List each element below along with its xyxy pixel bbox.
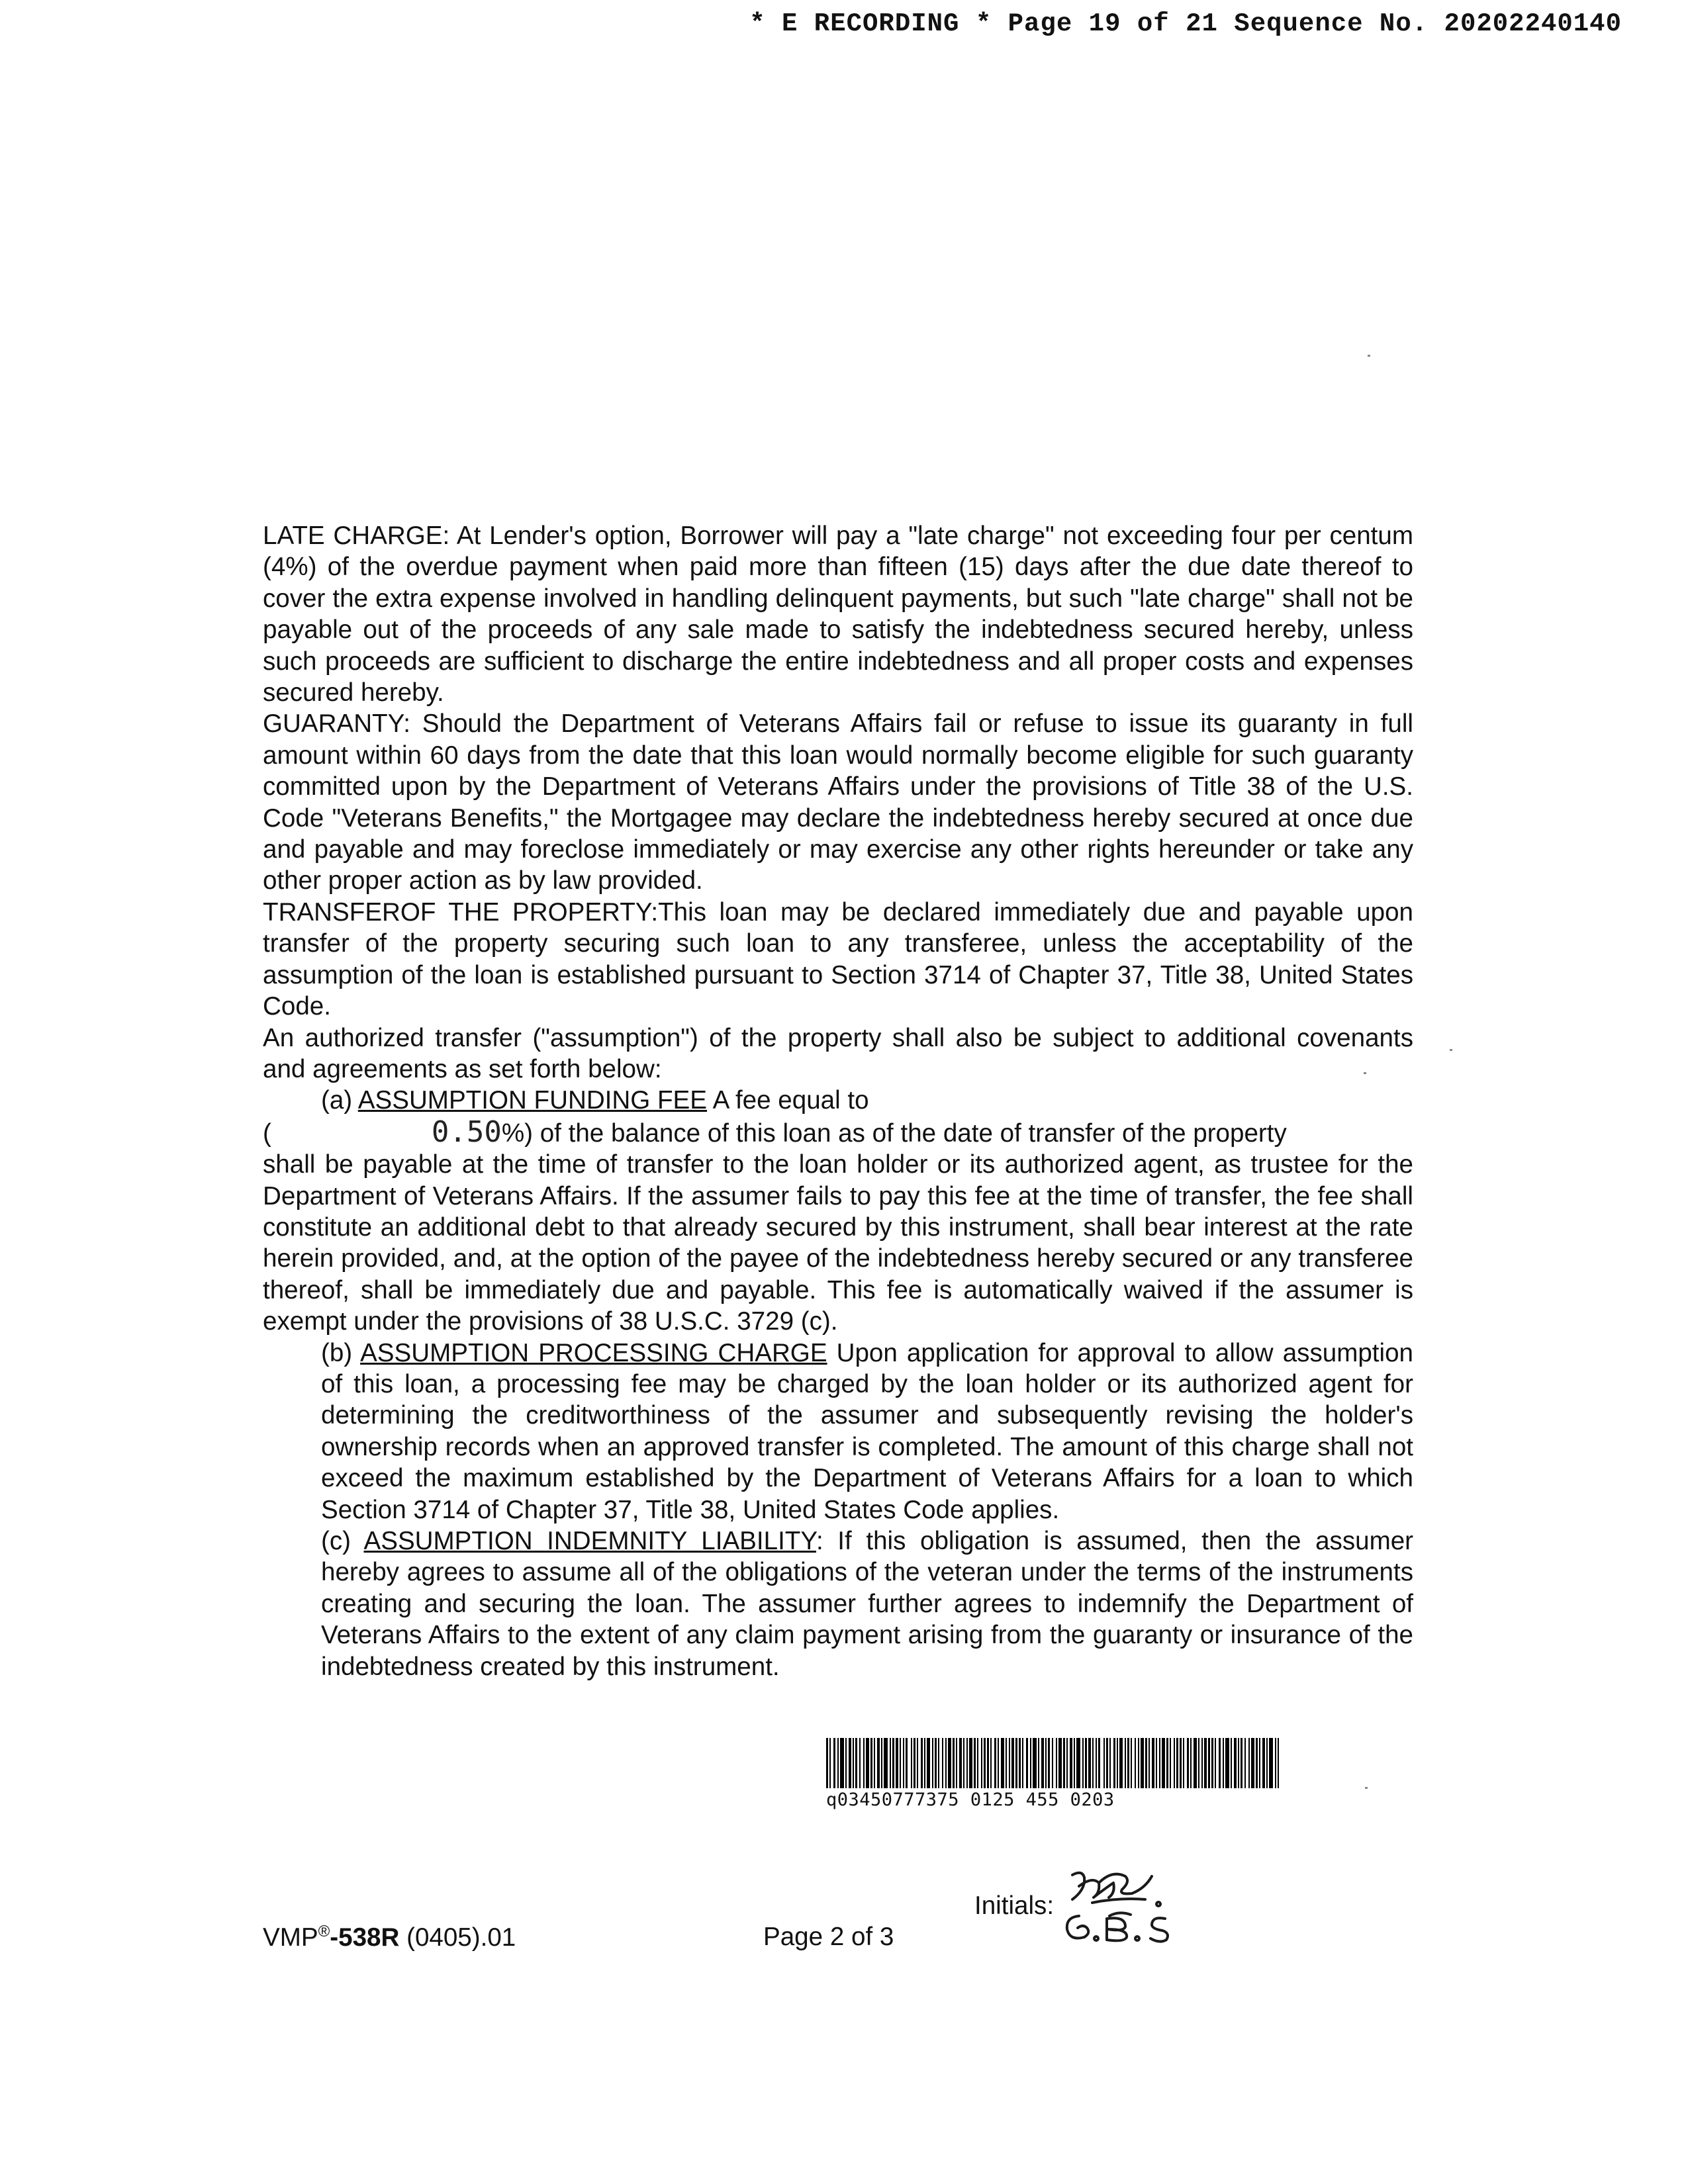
barcode-bar bbox=[840, 1738, 844, 1788]
barcode-bar bbox=[1135, 1738, 1136, 1788]
barcode-bar bbox=[1231, 1738, 1232, 1788]
barcode-bar bbox=[1170, 1738, 1171, 1788]
barcode-bar bbox=[959, 1738, 962, 1788]
barcode-bar bbox=[1117, 1738, 1118, 1788]
barcode-bar bbox=[1076, 1738, 1080, 1788]
barcode-bar bbox=[845, 1738, 847, 1788]
barcode-bar bbox=[1241, 1738, 1243, 1788]
barcode-bar bbox=[1056, 1738, 1057, 1788]
barcode-bar bbox=[1011, 1738, 1014, 1788]
barcode-bar bbox=[1015, 1738, 1017, 1788]
barcode-bar bbox=[953, 1738, 955, 1788]
recording-header: * E RECORDING * Page 19 of 21 Sequence No. 20202240140 bbox=[749, 9, 1622, 38]
processing-charge-paragraph bbox=[263, 1338, 1413, 1525]
barcode-bar bbox=[1063, 1738, 1065, 1788]
barcode-bar bbox=[1251, 1738, 1254, 1788]
barcode-bar bbox=[1180, 1738, 1182, 1788]
barcode-bar bbox=[896, 1738, 898, 1788]
barcode-bar bbox=[866, 1738, 869, 1788]
barcode-bar bbox=[1019, 1738, 1021, 1788]
scan-speck bbox=[1364, 1072, 1366, 1074]
barcode-bar bbox=[1092, 1738, 1094, 1788]
barcode-bar bbox=[1103, 1738, 1105, 1788]
barcode-bar bbox=[1141, 1738, 1144, 1788]
barcode-bar bbox=[1030, 1738, 1031, 1788]
barcode-bar bbox=[1204, 1738, 1207, 1788]
barcode-bar bbox=[917, 1738, 918, 1788]
barcode-bar bbox=[1225, 1738, 1229, 1788]
scan-speck bbox=[1365, 1787, 1368, 1789]
barcode-bar bbox=[966, 1738, 968, 1788]
barcode bbox=[826, 1738, 1279, 1810]
scan-speck bbox=[1450, 1049, 1452, 1051]
form-code bbox=[263, 1923, 516, 1952]
funding-fee-after-percent: %) of the balance of this loan as of the date of transfer of the property bbox=[501, 1118, 1287, 1148]
form-prefix: VMP bbox=[263, 1923, 318, 1952]
barcode-bar bbox=[1156, 1738, 1157, 1788]
processing-charge-text: Upon application for approval to allow assumption of this loan, a processing fee may be charged by the loan holder or its authorized agent for determining the creditworthiness of the assumer and subsequently revising the holder's ownership records when an approved transfer is completed. The amount of this charge shall not exceed the maximum established by the Department of Veterans Affairs for a loan to which Section 3714 of Chapter 37, Title 38, United States Code applies. bbox=[321, 1338, 1413, 1524]
barcode-bar bbox=[974, 1738, 976, 1788]
barcode-bar bbox=[1211, 1738, 1213, 1788]
funding-fee-open-paren: ( bbox=[263, 1118, 271, 1148]
barcode-bar bbox=[1058, 1738, 1062, 1788]
barcode-bar bbox=[1074, 1738, 1075, 1788]
barcode-bar bbox=[1194, 1738, 1197, 1788]
barcode-bar bbox=[1262, 1738, 1265, 1788]
funding-fee-percent-line bbox=[263, 1116, 1413, 1149]
registered-mark: ® bbox=[318, 1923, 330, 1940]
barcode-bar bbox=[998, 1738, 999, 1788]
barcode-bar bbox=[1159, 1738, 1160, 1788]
barcode-bar bbox=[1113, 1738, 1115, 1788]
barcode-bar bbox=[1082, 1738, 1084, 1788]
barcode-bar bbox=[877, 1738, 880, 1788]
barcode-bar bbox=[1190, 1738, 1192, 1788]
barcode-bar bbox=[833, 1738, 835, 1788]
barcode-bar bbox=[1096, 1738, 1097, 1788]
guaranty-paragraph bbox=[263, 708, 1413, 896]
barcode-bar bbox=[1145, 1738, 1147, 1788]
barcode-bar bbox=[948, 1738, 951, 1788]
barcode-bar bbox=[1131, 1738, 1132, 1788]
scan-speck bbox=[1368, 355, 1370, 357]
funding-fee-paragraph: shall be payable at the time of transfer to the loan holder or its authorized agent, as trustee for the Department of Veterans Affairs. If the assumer fails to pay this fee at the time of transfer, the fee shall constitute an additional debt to that already secured by this instrument, shall bear interest at the rate herein provided, and, at the option of the payee of the indebtedness hereby secured or any transferee thereof, shall be immediately due and payable. This fee is automatically waived if the assumer is exempt under the provisions of 38 U.S.C. 3729 (c). bbox=[263, 1150, 1413, 1336]
barcode-bar bbox=[1198, 1738, 1199, 1788]
barcode-bar bbox=[1278, 1738, 1279, 1788]
barcode-bar bbox=[987, 1738, 989, 1788]
barcode-bar bbox=[1041, 1738, 1044, 1788]
barcode-bar bbox=[914, 1738, 915, 1788]
barcode-bar bbox=[1187, 1738, 1189, 1788]
barcode-bar bbox=[1109, 1738, 1111, 1788]
barcode-bar bbox=[903, 1738, 904, 1788]
barcode-bar bbox=[1088, 1738, 1091, 1788]
barcode-bar bbox=[942, 1738, 943, 1788]
transfer-paragraph bbox=[263, 897, 1413, 1023]
form-number: -538R bbox=[330, 1923, 400, 1952]
barcode-bar bbox=[890, 1738, 891, 1788]
page-number: Page 2 of 3 bbox=[763, 1923, 894, 1951]
barcode-bar bbox=[1009, 1738, 1010, 1788]
funding-fee-heading: ASSUMPTION FUNDING FEE bbox=[357, 1086, 708, 1115]
processing-charge-prefix: (b) bbox=[321, 1338, 361, 1367]
barcode-bar bbox=[884, 1738, 888, 1788]
barcode-bar bbox=[977, 1738, 978, 1788]
barcode-bar bbox=[1269, 1738, 1273, 1788]
barcode-bar bbox=[837, 1738, 839, 1788]
barcode-bar bbox=[900, 1738, 901, 1788]
barcode-bar bbox=[1266, 1738, 1268, 1788]
barcode-bar bbox=[1038, 1738, 1039, 1788]
barcode-bar bbox=[1223, 1738, 1224, 1788]
barcode-bar bbox=[1215, 1738, 1216, 1788]
barcode-bar bbox=[981, 1738, 982, 1788]
barcode-bar bbox=[1162, 1738, 1165, 1788]
indemnity-paragraph bbox=[263, 1525, 1413, 1682]
barcode-bar bbox=[1275, 1738, 1276, 1788]
barcode-bar bbox=[1183, 1738, 1184, 1788]
barcode-bar bbox=[1259, 1738, 1260, 1788]
barcode-bar bbox=[990, 1738, 992, 1788]
barcode-bar bbox=[924, 1738, 925, 1788]
barcode-bar bbox=[1006, 1738, 1007, 1788]
barcode-bar bbox=[849, 1738, 851, 1788]
barcode-bar bbox=[969, 1738, 972, 1788]
barcode-bar bbox=[1033, 1738, 1037, 1788]
indemnity-prefix: (c) bbox=[321, 1527, 364, 1555]
barcode-bar bbox=[1127, 1738, 1129, 1788]
barcode-bar bbox=[1174, 1738, 1175, 1788]
barcode-bar bbox=[1219, 1738, 1221, 1788]
barcode-bar bbox=[1248, 1738, 1250, 1788]
barcode-bar bbox=[853, 1738, 854, 1788]
barcode-bar bbox=[945, 1738, 947, 1788]
late-charge-paragraph bbox=[263, 520, 1413, 708]
barcode-bar bbox=[1052, 1738, 1053, 1788]
authorized-transfer-paragraph: An authorized transfer ("assumption") of the property shall also be subject to additional covenants and agreements as set forth below: bbox=[263, 1023, 1413, 1083]
barcode-bar bbox=[1106, 1738, 1108, 1788]
barcode-bar bbox=[932, 1738, 933, 1788]
barcode-bar bbox=[1244, 1738, 1246, 1788]
funding-fee-percent-value: 0.50 bbox=[431, 1115, 502, 1149]
barcode-bar bbox=[963, 1738, 964, 1788]
barcode-bar bbox=[1176, 1738, 1178, 1788]
barcode-bar bbox=[826, 1738, 828, 1788]
transfer-heading: TRANSFEROF THE PROPERTY: bbox=[263, 897, 659, 927]
barcode-bar bbox=[1152, 1738, 1154, 1788]
barcode-bar bbox=[1125, 1738, 1126, 1788]
initials-signature bbox=[1053, 1863, 1205, 1956]
barcode-bar bbox=[1045, 1738, 1047, 1788]
barcode-bar bbox=[1234, 1738, 1237, 1788]
barcode-bar bbox=[881, 1738, 882, 1788]
late-charge-text: At Lender's option, Borrower will pay a "late charge" not exceeding four per centum (4%) of the overdue payment when paid more than fifteen (15) days after the due date thereof to cover the extra expense involved in handling delinquent payments, but such "late charge" shall not be payable out of the proceeds of any sale made to satisfy the indebtedness secured hereby, unless such proceeds are sufficient to discharge the entire indebtedness and all proper costs and expenses secured hereby. bbox=[263, 522, 1413, 707]
barcode-bar bbox=[1022, 1738, 1023, 1788]
rider-body bbox=[263, 520, 1413, 1682]
barcode-bar bbox=[1026, 1738, 1028, 1788]
funding-fee-intro-text: A fee equal to bbox=[707, 1086, 869, 1115]
barcode-bar bbox=[984, 1738, 986, 1788]
barcode-bar bbox=[1066, 1738, 1068, 1788]
barcode-bar bbox=[1208, 1738, 1210, 1788]
barcode-bar bbox=[1201, 1738, 1203, 1788]
barcode-bar bbox=[863, 1738, 865, 1788]
initials-label: Initials: bbox=[974, 1891, 1055, 1920]
barcode-bar bbox=[1166, 1738, 1168, 1788]
form-revision: (0405).01 bbox=[399, 1923, 516, 1952]
barcode-bar bbox=[911, 1738, 912, 1788]
transfer-text: This loan may be declared immediately due and payable upon transfer of the property securing such loan to any transferee, unless the acceptability of the assumption of the loan is established pursuant to Section 3714 of Chapter 37, Title 38, United States Code. bbox=[263, 897, 1413, 1021]
barcode-bar bbox=[1256, 1738, 1258, 1788]
barcode-bar bbox=[859, 1738, 861, 1788]
barcode-number: q03450777375 0125 455 0203 bbox=[826, 1790, 1115, 1810]
barcode-bar bbox=[938, 1738, 939, 1788]
indemnity-text: : If this obligation is assumed, then the assumer hereby agrees to assume all of the obligations of the veteran under the terms of the instruments creating and securing the loan. The assumer further agrees to indemnify the Department of Veterans Affairs to the extent of any claim payment arising from the guaranty or insurance of the indebtedness created by this instrument. bbox=[321, 1527, 1414, 1681]
funding-fee-intro bbox=[263, 1085, 1413, 1116]
guaranty-heading: GUARANTY: bbox=[263, 709, 410, 739]
barcode-bar bbox=[829, 1738, 831, 1788]
barcode-bar bbox=[892, 1738, 894, 1788]
barcode-bar bbox=[994, 1738, 996, 1788]
barcode-bar bbox=[927, 1738, 930, 1788]
barcode-bar bbox=[1149, 1738, 1150, 1788]
barcode-bar bbox=[956, 1738, 957, 1788]
barcode-bar bbox=[1070, 1738, 1072, 1788]
guaranty-text: Should the Department of Veterans Affairs fail or refuse to issue its guaranty in full amount within 60 days from the date that this loan would normally become eligible for such guaranty committed upon by the Department of Veterans Affairs under the provisions of Title 38 of the U.S. Code "Veterans Benefits," the Mortgagee may declare the indebtedness hereby secured at once due and payable and may foreclose immediately or may exercise any other rights hereunder or take any other proper action as by law provided. bbox=[263, 709, 1413, 895]
barcode-bar bbox=[935, 1738, 937, 1788]
barcode-bar bbox=[1085, 1738, 1087, 1788]
indemnity-heading: ASSUMPTION INDEMNITY LIABILITY bbox=[363, 1527, 816, 1555]
barcode-bar bbox=[1098, 1738, 1100, 1788]
barcode-bar bbox=[906, 1738, 908, 1788]
barcode-bar bbox=[870, 1738, 872, 1788]
barcode-bar bbox=[1119, 1738, 1123, 1788]
late-charge-heading: LATE CHARGE: bbox=[263, 522, 450, 550]
barcode-bar bbox=[921, 1738, 923, 1788]
barcode-bar bbox=[1138, 1738, 1139, 1788]
barcode-bar bbox=[855, 1738, 857, 1788]
barcode-bar bbox=[874, 1738, 875, 1788]
funding-fee-prefix: (a) bbox=[321, 1086, 358, 1115]
barcode-bars bbox=[826, 1738, 1279, 1788]
barcode-bar bbox=[1001, 1738, 1004, 1788]
processing-charge-heading: ASSUMPTION PROCESSING CHARGE bbox=[360, 1338, 827, 1367]
barcode-bar bbox=[1048, 1738, 1050, 1788]
barcode-bar bbox=[1238, 1738, 1239, 1788]
